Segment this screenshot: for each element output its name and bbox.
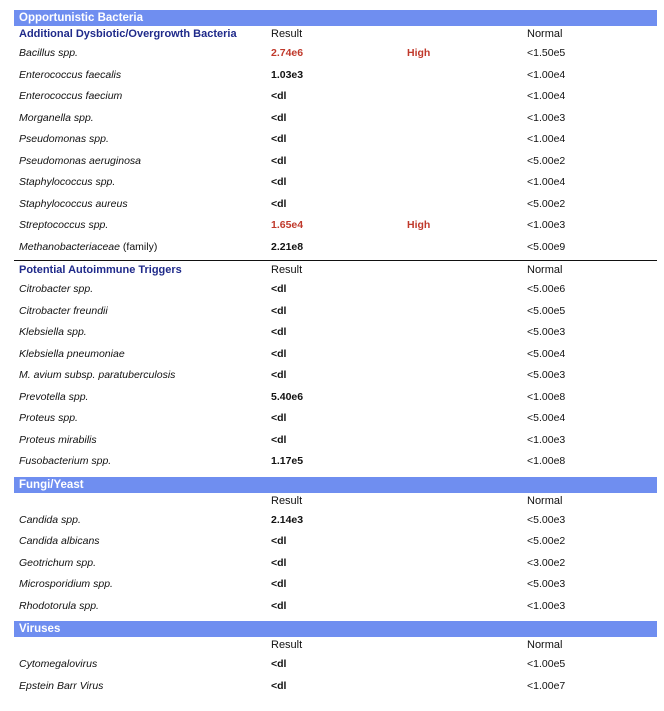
organism-name <box>19 596 99 618</box>
organism-name-text: Pseudomonas aeruginosa <box>19 154 142 167</box>
table-row <box>14 151 657 173</box>
result-value: 2.74e6 <box>271 47 304 59</box>
result-column-header: Result <box>271 494 303 507</box>
organism-name <box>19 430 97 452</box>
organism-name-text: Methanobacteriaceae <box>19 240 120 253</box>
normal-column-header: Normal <box>527 494 563 507</box>
normal-range: <1.00e4 <box>527 90 566 102</box>
organism-name <box>19 86 122 108</box>
organism-name <box>19 676 103 698</box>
normal-range: <1.00e3 <box>527 111 566 124</box>
table-row <box>14 86 657 108</box>
organism-name <box>19 654 97 676</box>
table-row <box>14 408 657 430</box>
table-row <box>14 65 657 87</box>
organism-name-suffix: (family) <box>120 240 158 253</box>
normal-column-header: Normal <box>527 639 563 651</box>
table-row <box>14 237 657 259</box>
result-value: <dl <box>271 679 287 692</box>
normal-range: <1.00e4 <box>527 133 566 145</box>
lab-report-page <box>14 10 657 697</box>
organism-name <box>19 129 109 151</box>
normal-range: <5.00e3 <box>527 326 566 338</box>
normal-range: <5.00e4 <box>527 412 566 424</box>
table-row <box>14 172 657 194</box>
section-band-viruses: Viruses <box>14 621 657 637</box>
normal-range: <1.00e7 <box>527 679 566 692</box>
result-value: <dl <box>271 658 287 670</box>
organism-name-text: Candida albicans <box>19 535 100 547</box>
result-value: 2.21e8 <box>271 240 304 253</box>
organism-name-text: Epstein Barr Virus <box>19 679 104 692</box>
result-value: <dl <box>271 433 287 446</box>
result-value: <dl <box>271 369 287 381</box>
result-value: <dl <box>271 347 287 360</box>
table-row <box>14 344 657 366</box>
organism-name-text: Klebsiella pneumoniae <box>19 347 125 360</box>
organism-name-text: Enterococcus faecium <box>19 90 123 102</box>
result-value: <dl <box>271 578 287 590</box>
organism-name-text: Morganella spp. <box>19 111 94 124</box>
organism-name-text: Streptococcus spp. <box>19 219 109 231</box>
normal-range: <1.00e3 <box>527 219 566 231</box>
organism-name-text: Citrobacter freundii <box>19 304 108 317</box>
normal-range: <1.00e8 <box>527 455 566 467</box>
result-value: <dl <box>271 90 287 102</box>
table-row <box>14 387 657 409</box>
result-value: <dl <box>271 599 287 612</box>
subheader-dysbiotic <box>14 26 657 43</box>
organism-name <box>19 172 115 194</box>
normal-range: <5.00e2 <box>527 535 566 547</box>
table-row <box>14 215 657 237</box>
table-row <box>14 430 657 452</box>
organism-name-text: Proteus spp. <box>19 412 78 424</box>
normal-range: <1.00e3 <box>527 433 566 446</box>
normal-range: <3.00e2 <box>527 556 566 569</box>
table-row <box>14 129 657 151</box>
rows-fungi <box>14 510 657 618</box>
normal-range: <5.00e4 <box>527 347 566 360</box>
table-row <box>14 108 657 130</box>
organism-name <box>19 387 88 409</box>
organism-name-text: Staphylococcus aureus <box>19 197 128 210</box>
organism-name-text: Microsporidium spp. <box>19 578 113 590</box>
normal-column-header: Normal <box>527 28 563 40</box>
table-row <box>14 194 657 216</box>
organism-name <box>19 365 175 387</box>
subheader-autoimmune <box>14 262 657 279</box>
organism-name-text: Candida spp. <box>19 513 81 526</box>
table-row <box>14 654 657 676</box>
result-value: <dl <box>271 154 287 167</box>
normal-range: <5.00e3 <box>527 513 566 526</box>
organism-name-text: Fusobacterium spp. <box>19 455 112 467</box>
organism-name <box>19 344 125 366</box>
organism-name-text: Klebsiella spp. <box>19 326 87 338</box>
table-row <box>14 279 657 301</box>
result-value: <dl <box>271 412 287 424</box>
subheader-fungi <box>14 493 657 510</box>
organism-name <box>19 451 111 473</box>
organism-name-text: Rhodotorula spp. <box>19 599 99 612</box>
result-value: 5.40e6 <box>271 390 304 403</box>
organism-name <box>19 553 96 575</box>
organism-name <box>19 194 128 216</box>
section-band-fungi: Fungi/Yeast <box>14 477 657 493</box>
organism-name <box>19 151 141 173</box>
normal-range: <5.00e9 <box>527 240 566 253</box>
result-value: <dl <box>271 176 287 188</box>
organism-name <box>19 237 157 259</box>
organism-name-text: M. avium subsp. paratuberculosis <box>19 369 176 381</box>
organism-name <box>19 65 121 87</box>
table-row <box>14 676 657 698</box>
result-value: <dl <box>271 556 287 569</box>
normal-range: <5.00e3 <box>527 578 566 590</box>
subheader-title: Additional Dysbiotic/Overgrowth Bacteria <box>19 28 237 40</box>
organism-name-text: Proteus mirabilis <box>19 433 97 446</box>
section-divider <box>14 260 657 261</box>
rows-viruses <box>14 654 657 697</box>
normal-column-header: Normal <box>527 264 563 276</box>
organism-name-text: Bacillus spp. <box>19 47 78 59</box>
organism-name <box>19 43 78 65</box>
result-value: <dl <box>271 111 287 124</box>
result-value: 1.65e4 <box>271 219 304 231</box>
result-value: <dl <box>271 535 287 547</box>
result-value: 1.03e3 <box>271 68 304 81</box>
result-value: <dl <box>271 197 287 210</box>
result-column-header: Result <box>271 264 303 276</box>
table-row <box>14 510 657 532</box>
organism-name <box>19 108 94 130</box>
organism-name <box>19 510 81 532</box>
normal-range: <5.00e5 <box>527 304 566 317</box>
normal-range: <5.00e3 <box>527 369 566 381</box>
table-row <box>14 322 657 344</box>
table-row <box>14 365 657 387</box>
organism-name <box>19 301 108 323</box>
high-flag: High <box>407 219 431 231</box>
result-value: 1.17e5 <box>271 455 304 467</box>
organism-name <box>19 279 93 301</box>
normal-range: <1.00e4 <box>527 68 566 81</box>
subheader-title: Potential Autoimmune Triggers <box>19 264 182 276</box>
normal-range: <1.00e3 <box>527 599 566 612</box>
normal-range: <5.00e6 <box>527 283 566 295</box>
organism-name-text: Citrobacter spp. <box>19 283 94 295</box>
section-band-opportunistic: Opportunistic Bacteria <box>14 10 657 26</box>
result-column-header: Result <box>271 639 303 651</box>
result-value: <dl <box>271 283 287 295</box>
table-row <box>14 553 657 575</box>
organism-name <box>19 574 113 596</box>
table-row <box>14 531 657 553</box>
normal-range: <1.00e5 <box>527 658 566 670</box>
result-value: <dl <box>271 133 287 145</box>
table-row <box>14 301 657 323</box>
table-row <box>14 451 657 473</box>
organism-name <box>19 322 87 344</box>
table-row <box>14 43 657 65</box>
result-value: <dl <box>271 326 287 338</box>
result-value: <dl <box>271 304 287 317</box>
organism-name <box>19 215 108 237</box>
organism-name-text: Cytomegalovirus <box>19 658 98 670</box>
normal-range: <1.50e5 <box>527 47 566 59</box>
table-row <box>14 596 657 618</box>
organism-name-text: Pseudomonas spp. <box>19 133 109 145</box>
result-column-header: Result <box>271 28 303 40</box>
normal-range: <1.00e4 <box>527 176 566 188</box>
rows-autoimmune <box>14 279 657 473</box>
organism-name-text: Enterococcus faecalis <box>19 68 122 81</box>
organism-name-text: Prevotella spp. <box>19 390 89 403</box>
high-flag: High <box>407 47 431 59</box>
rows-opportunistic <box>14 43 657 258</box>
normal-range: <5.00e2 <box>527 154 566 167</box>
result-value: 2.14e3 <box>271 513 304 526</box>
table-row <box>14 574 657 596</box>
subheader-viruses <box>14 637 657 654</box>
organism-name-text: Staphylococcus spp. <box>19 176 116 188</box>
organism-name-text: Geotrichum spp. <box>19 556 97 569</box>
organism-name <box>19 408 78 430</box>
normal-range: <1.00e8 <box>527 390 566 403</box>
organism-name <box>19 531 100 553</box>
normal-range: <5.00e2 <box>527 197 566 210</box>
